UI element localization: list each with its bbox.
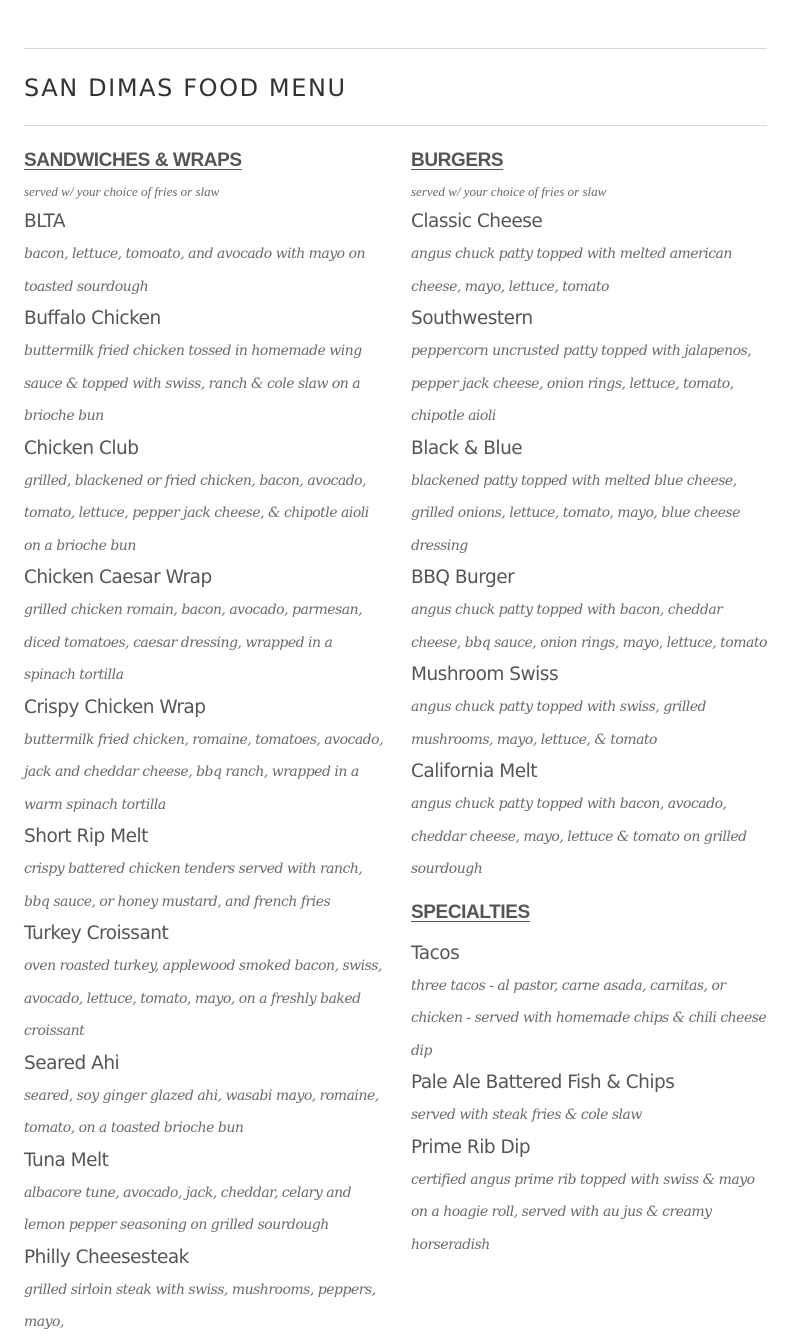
- item-name: California Melt: [411, 761, 537, 782]
- section-title-burgers: BURGERS: [411, 150, 504, 171]
- section-spacer: [411, 886, 767, 898]
- item-description: served with steak fries & cole slaw: [411, 1107, 642, 1123]
- item-description: grilled sirloin steak with swiss, mushrooms, peppers, mayo,: [24, 1281, 376, 1330]
- item-name: Buffalo Chicken: [24, 308, 161, 329]
- right-column: [411, 146, 767, 1261]
- item-description: buttermilk fried chicken, romaine, tomatoes, avocado, jack and cheddar cheese, bbq ranch, wrapped in a warm spinach tortilla: [24, 731, 384, 813]
- item-description: angus chuck patty topped with bacon, avocado, cheddar cheese, mayo, lettuce & tomato on grilled sourdough: [411, 796, 747, 877]
- sandwiches-list: [24, 206, 386, 1339]
- item-name: Tuna Melt: [24, 1149, 109, 1171]
- item-description: blackened patty topped with melted blue cheese, grilled onions, lettuce, tomato, mayo, blue cheese dressing: [411, 472, 740, 554]
- menu-item-black-and-blue: [411, 433, 767, 563]
- item-name: Seared Ahi: [24, 1052, 120, 1074]
- item-name: Classic Cheese: [411, 211, 543, 232]
- item-description: angus chuck patty topped with swiss, grilled mushrooms, mayo, lettuce, & tomato: [411, 699, 707, 748]
- section-note-burgers: served w/ your choice of fries or slaw: [411, 184, 607, 199]
- menu-item-southwestern: [411, 303, 767, 433]
- menu-item-crispy-chicken-wrap: [24, 692, 386, 822]
- item-description: angus chuck patty topped with melted american cheese, mayo, lettuce, tomato: [411, 246, 732, 295]
- section-title-specialties: SPECIALTIES: [411, 901, 530, 923]
- menu-item-blta: [24, 206, 386, 303]
- item-description: peppercorn uncrusted patty topped with jalapenos, pepper jack cheese, onion rings, lettuce, tomato, chipotle aioli: [411, 343, 752, 424]
- menu-item-tacos: [411, 938, 767, 1068]
- item-name: Mushroom Swiss: [411, 664, 559, 685]
- menu-item-mushroom-swiss: [411, 659, 767, 756]
- menu-item-classic-cheese: [411, 206, 767, 303]
- item-description: albacore tune, avocado, jack, cheddar, celary and lemon pepper seasoning on grilled sourdough: [24, 1184, 352, 1233]
- item-description: bacon, lettuce, tomoato, and avocado with mayo on toasted sourdough: [24, 246, 366, 295]
- section-title-spacer: [411, 928, 767, 938]
- item-description: seared, soy ginger glazed ahi, wasabi mayo, romaine, tomato, on a toasted brioche bun: [24, 1087, 379, 1136]
- section-specialties: [411, 898, 767, 1262]
- item-name: Turkey Croissant: [24, 923, 169, 944]
- section-note-sandwiches: served w/ your choice of fries or slaw: [24, 184, 220, 199]
- item-name: Chicken Club: [24, 437, 139, 459]
- item-name: Philly Cheesesteak: [24, 1246, 189, 1268]
- section-sandwiches: [24, 146, 386, 1339]
- section-burgers: [411, 146, 767, 886]
- item-description: angus chuck patty topped with bacon, cheddar cheese, bbq sauce, onion rings, mayo, lettuce, tomato: [411, 602, 767, 651]
- item-name: Black & Blue: [411, 437, 523, 459]
- specialties-list: [411, 938, 767, 1262]
- item-name: Short Rip Melt: [24, 826, 148, 847]
- menu-item-turkey-croissant: [24, 918, 386, 1048]
- item-name: Tacos: [411, 942, 460, 964]
- item-name: BBQ Burger: [411, 567, 515, 588]
- item-description: buttermilk fried chicken tossed in homemade wing sauce & topped with swiss, ranch & cole slaw on a brioche bun: [24, 343, 362, 424]
- item-name: Prime Rib Dip: [411, 1136, 531, 1158]
- left-column: [24, 146, 386, 1339]
- menu-item-fish-and-chips: [411, 1067, 767, 1132]
- page-title: SAN DIMAS FOOD MENU: [24, 74, 347, 102]
- item-description: three tacos - al pastor, carne asada, carnitas, or chicken - served with homemade chips & chili cheese dip: [411, 977, 767, 1059]
- menu-item-california-melt: [411, 756, 767, 886]
- title-divider: [24, 125, 767, 126]
- item-description: oven roasted turkey, applewood smoked bacon, swiss, avocado, lettuce, tomato, mayo, on a freshly baked croissant: [24, 958, 382, 1039]
- item-name: BLTA: [24, 211, 65, 232]
- item-description: crispy battered chicken tenders served with ranch, bbq sauce, or honey mustard, and french fries: [24, 861, 363, 910]
- section-note-wrap: [24, 176, 386, 206]
- item-name: Chicken Caesar Wrap: [24, 567, 212, 588]
- item-description: grilled, blackened or fried chicken, bacon, avocado, tomato, lettuce, pepper jack cheese, & chipotle aioli on a brioche bun: [24, 472, 369, 554]
- section-title-sandwiches: SANDWICHES & WRAPS: [24, 150, 242, 171]
- menu-item-tuna-melt: [24, 1145, 386, 1242]
- burgers-list: [411, 206, 767, 886]
- item-name: Southwestern: [411, 308, 533, 329]
- item-description: certified angus prime rib topped with swiss & mayo on a hoagie roll, served with au jus & creamy horseradish: [411, 1171, 755, 1253]
- menu-item-buffalo-chicken: [24, 303, 386, 433]
- item-name: Crispy Chicken Wrap: [24, 696, 206, 718]
- menu-item-prime-rib-dip: [411, 1132, 767, 1262]
- menu-item-chicken-caesar-wrap: [24, 562, 386, 692]
- menu-item-philly-cheesesteak: [24, 1242, 386, 1339]
- menu-item-bbq-burger: [411, 562, 767, 659]
- menu-item-seared-ahi: [24, 1048, 386, 1145]
- menu-item-chicken-club: [24, 433, 386, 563]
- item-description: grilled chicken romain, bacon, avocado, parmesan, diced tomatoes, caesar dressing, wrapped in a spinach tortilla: [24, 602, 363, 683]
- section-note-wrap: [411, 176, 767, 206]
- top-divider: [24, 48, 767, 49]
- item-name: Pale Ale Battered Fish & Chips: [411, 1072, 675, 1093]
- menu-item-short-rip-melt: [24, 821, 386, 918]
